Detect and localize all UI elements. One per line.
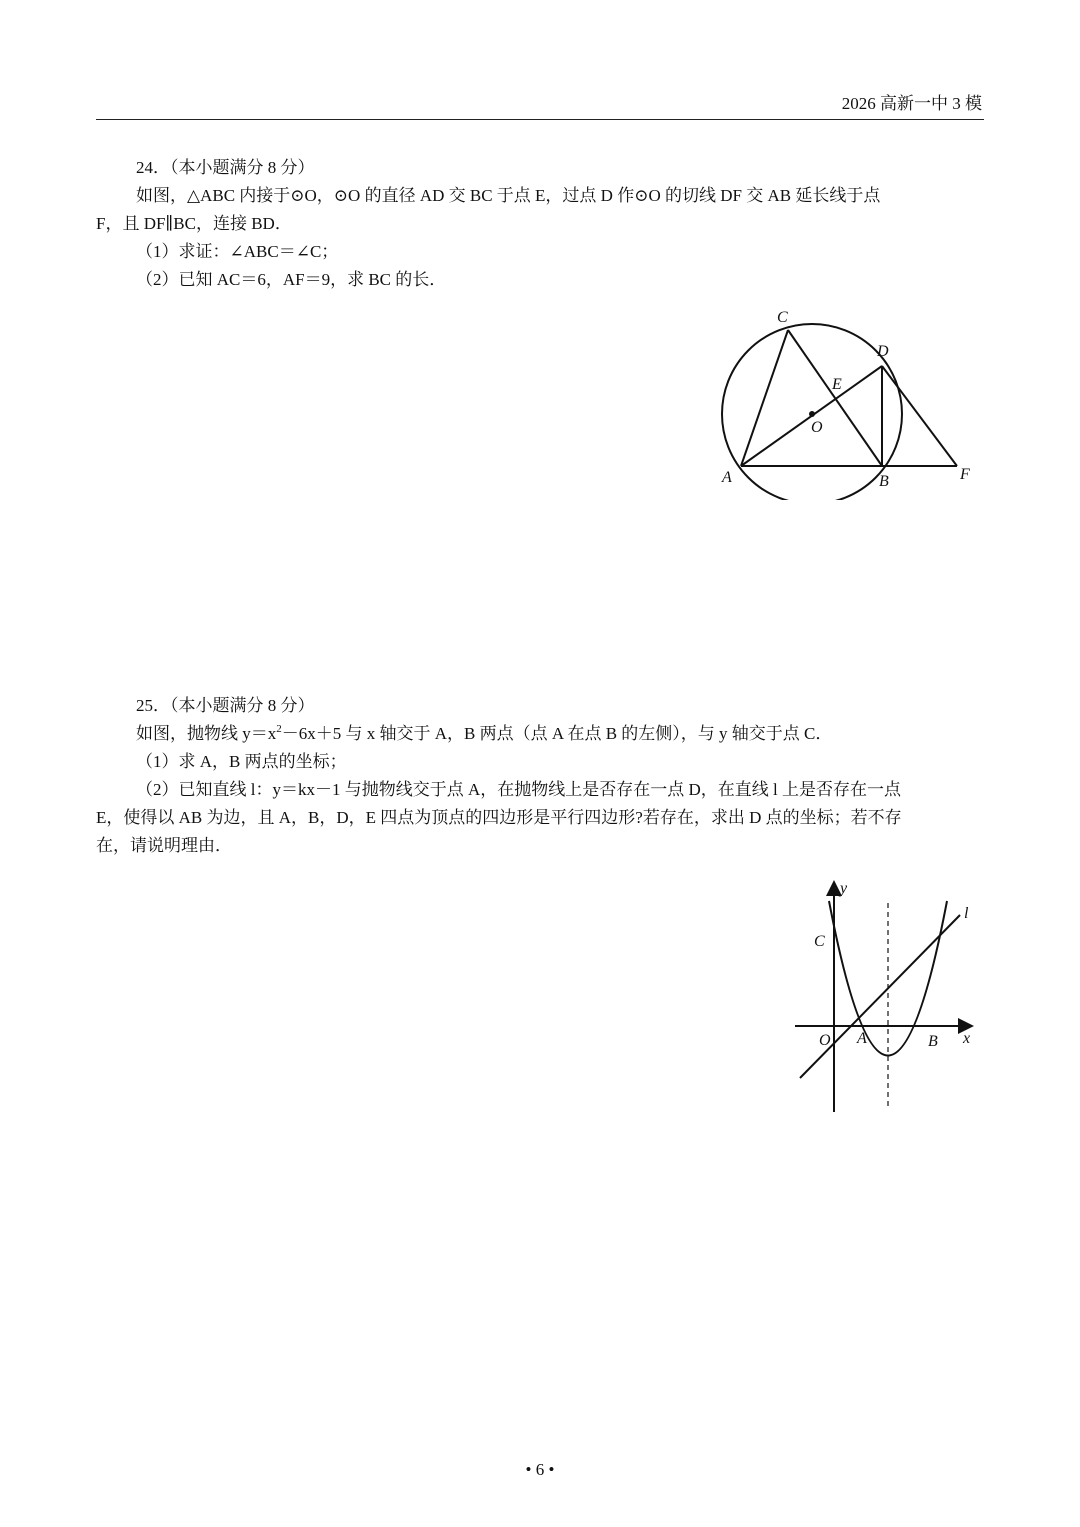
q24-circle-figure <box>700 300 1000 500</box>
label-a: A <box>722 469 732 486</box>
q24-part2: （2）已知 AC＝6，AF＝9，求 BC 的长． <box>136 270 447 289</box>
q25-stem <box>96 720 986 748</box>
q25-stem-pre: 如图，抛物线 y＝x <box>136 724 277 743</box>
q24-heading: 24．（本小题满分 8 分） <box>136 158 315 177</box>
header-divider <box>96 119 984 120</box>
question-24 <box>96 154 986 294</box>
label-b: B <box>928 1033 938 1050</box>
q25-part1: （1）求 A，B 两点的坐标； <box>136 752 347 771</box>
q25-stem-post: －6x＋5 与 x 轴交于 A，B 两点（点 A 在点 B 的左侧），与 y 轴交于点 C． <box>281 724 833 743</box>
label-c: C <box>814 933 825 950</box>
label-f: F <box>960 466 970 483</box>
q25-heading: 25．（本小题满分 8 分） <box>136 696 315 715</box>
q24-stem-line1: 如图，△ABC 内接于⊙O，⊙O 的直径 AD 交 BC 于点 E，过点 D 作⊙O 的切线 DF 交 AB 延长线于点 <box>136 186 881 205</box>
q25-part2-line1: （2）已知直线 l：y＝kx－1 与抛物线交于点 A，在抛物线上是否存在一点 D，在直线 l 上是否存在一点 <box>136 780 901 799</box>
label-a: A <box>857 1030 867 1047</box>
segment-cb <box>788 330 882 466</box>
label-d: D <box>877 343 889 360</box>
label-x: x <box>963 1030 971 1047</box>
q24-part1: （1）求证：∠ABC＝∠C； <box>136 242 339 261</box>
q25-part2-line2: E，使得以 AB 为边，且 A，B，D，E 四点为顶点的四边形是平行四边形?若存在，求出 D 点的坐标；若不存 <box>96 808 902 827</box>
label-e: E <box>832 376 842 393</box>
label-y: y <box>840 880 848 897</box>
q25-parabola-figure <box>780 875 990 1120</box>
q24-stem-line2: F，且 DF∥BC，连接 BD． <box>96 214 292 233</box>
q25-part2-line3: 在，请说明理由． <box>96 836 232 855</box>
label-l: l <box>964 905 969 922</box>
label-c: C <box>777 309 788 326</box>
label-o: O <box>811 419 823 436</box>
q25-stem-sup: 2 <box>276 723 282 735</box>
page-header-title: 2026 高新一中 3 模 <box>841 94 982 113</box>
label-b: B <box>879 473 889 490</box>
page-number: • 6 • <box>525 1460 555 1479</box>
label-o: O <box>819 1032 831 1049</box>
center-point-o <box>809 411 815 417</box>
question-25 <box>96 692 986 860</box>
